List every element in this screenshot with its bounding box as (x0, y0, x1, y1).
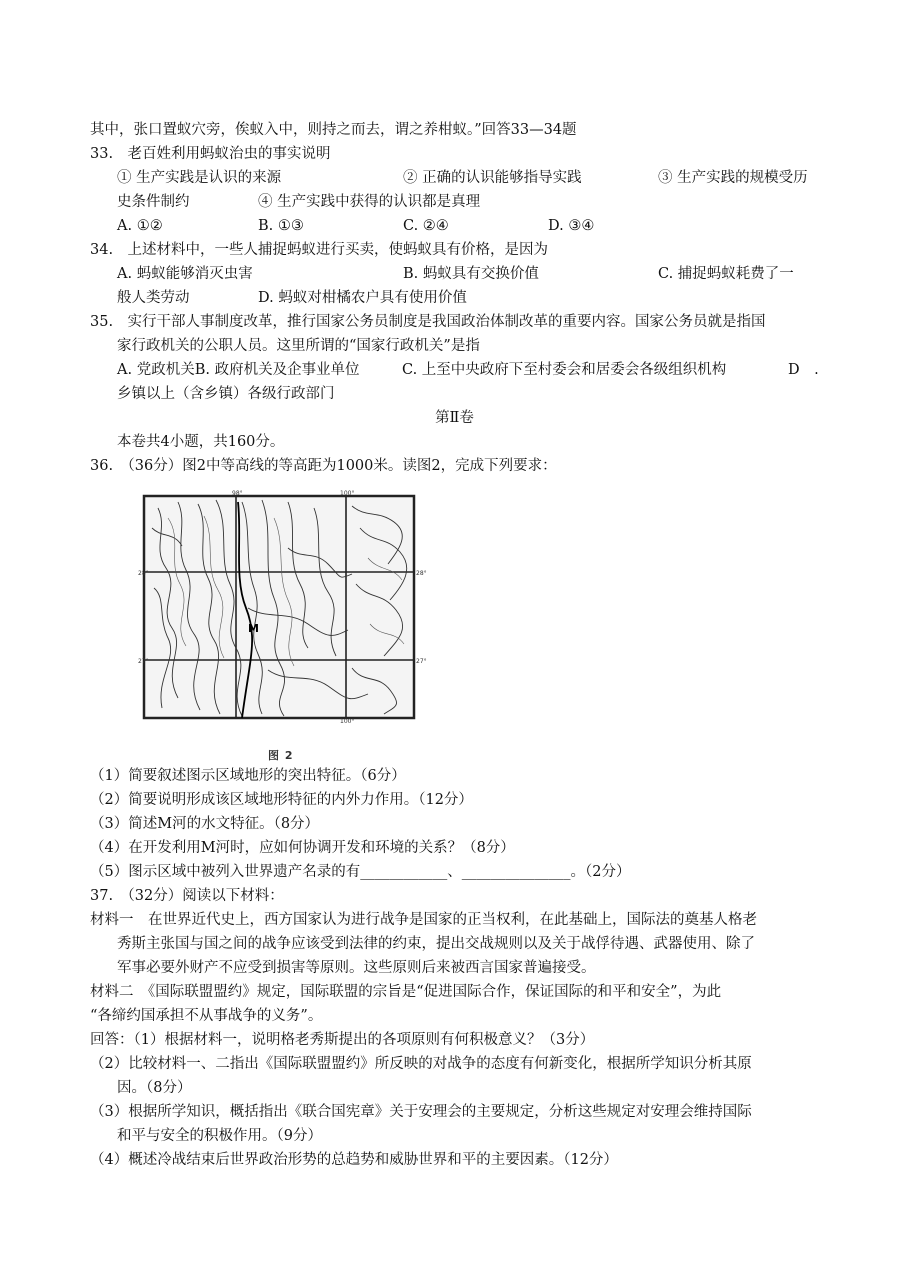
q33-statement-1: ① 生产实践是认识的来源 (117, 170, 282, 186)
longitude-label-100: 100° (340, 490, 355, 497)
intro-line: 其中，张口置蚁穴旁，俟蚁入中，则持之而去，谓之养柑蚁。”回答33—34题 (90, 122, 577, 138)
q35-option-d: D . (788, 362, 819, 378)
section-note: 本卷共4小题，共160分。 (117, 434, 285, 450)
latitude-label-28-left: 28° (138, 570, 149, 577)
q34-option-a: A. 蚂蚁能够消灭虫害 (117, 266, 253, 282)
q37-part-2-cont: 因。（8分） (117, 1080, 192, 1096)
q34-option-b: B. 蚂蚁具有交换价值 (403, 266, 539, 282)
q33-statement-3-cont: 史条件制约 (117, 194, 190, 210)
q36-part-1: （1）简要叙述图示区域地形的突出特征。（6分） (90, 768, 406, 784)
q33-option-a: A. ①② (117, 218, 163, 234)
material-one: 材料一 在世界近代史上，西方国家认为进行战争是国家的正当权利，在此基础上，国际法的奠基人格老 (90, 912, 757, 928)
q35-option-c: C. 上至中央政府下至村委会和居委会各级组织机构 (402, 362, 727, 378)
q35-option-d-cont: 乡镇以上（含乡镇）各级行政部门 (117, 386, 335, 402)
figure-caption: 图 2 (268, 749, 294, 762)
q37-part-2: （2）比较材料一、二指出《国际联盟盟约》所反映的对战争的态度有何新变化，根据所学知识分析其原 (90, 1056, 752, 1072)
longitude-label-98: 98° (232, 490, 243, 497)
q34-option-d: D. 蚂蚁对柑橘农户具有使用价值 (258, 290, 467, 306)
material-one-cont-1: 秀斯主张国与国之间的战争应该受到法律的约束，提出交战规则以及关于战俘待遇、武器使用、除了 (117, 936, 755, 952)
q36-part-3: （3）简述M河的水文特征。（8分） (90, 816, 320, 832)
section-title: 第Ⅱ卷 (435, 410, 474, 426)
q37-part-3-cont: 和平与安全的积极作用。（9分） (117, 1128, 322, 1144)
latitude-label-27-right: 27° (416, 658, 427, 665)
topographic-map (138, 488, 428, 723)
q33-statement-4: ④ 生产实践中获得的认识都是真理 (258, 194, 481, 210)
q35-options-ab: A. 党政机关B. 政府机关及企事业单位 (117, 362, 360, 378)
material-two-cont: “各缔约国承担不从事战争的义务”。 (90, 1008, 323, 1024)
q37-part-4: （4）概述冷战结束后世界政治形势的总趋势和威胁世界和平的主要因素。（12分） (90, 1152, 618, 1168)
q33-option-d: D. ③④ (548, 218, 595, 234)
q34-option-c-cont: 般人类劳动 (117, 290, 190, 306)
q34-stem: 34. 上述材料中，一些人捕捉蚂蚁进行买卖，使蚂蚁具有价格，是因为 (90, 242, 549, 258)
longitude-label-bottom: 100° (340, 718, 355, 723)
q33-statement-2: ② 正确的认识能够指导实践 (403, 170, 582, 186)
q36-part-2: （2）简要说明形成该区域地形特征的内外力作用。（12分） (90, 792, 473, 808)
q35-stem: 35. 实行干部人事制度改革，推行国家公务员制度是我国政治体制改革的重要内容。国家公务员就是指国 (90, 314, 766, 330)
q33-option-b: B. ①③ (258, 218, 304, 234)
q34-option-c: C. 捕捉蚂蚁耗费了一 (658, 266, 794, 282)
q35-stem-cont: 家行政机关的公职人员。这里所谓的“国家行政机关”是指 (117, 338, 480, 354)
q33-stem: 33. 老百姓利用蚂蚁治虫的事实说明 (90, 146, 331, 162)
q37-part-1: 回答：（1）根据材料一，说明格老秀斯提出的各项原则有何积极意义？（3分） (90, 1032, 595, 1048)
river-label: M (248, 622, 259, 635)
q36-part-5: （5）图示区域中被列入世界遗产名录的有____________、_______________。（2分） (90, 864, 631, 880)
q37-part-3: （3）根据所学知识，概括指出《联合国宪章》关于安理会的主要规定，分析这些规定对安理会维持国际 (90, 1104, 752, 1120)
q37-stem: 37. （32分）阅读以下材料： (90, 888, 284, 904)
material-one-cont-2: 军事必要外财产不应受到损害等原则。这些原则后来被西言国家普遍接受。 (117, 960, 596, 976)
material-two: 材料二 《国际联盟盟约》规定，国际联盟的宗旨是“促进国际合作，保证国际的和平和安全”，为此 (90, 984, 722, 1000)
latitude-label-28-right: 28° (416, 570, 427, 577)
q36-part-4: （4）在开发利用M河时，应如何协调开发和环境的关系？（8分） (90, 840, 515, 856)
q33-option-c: C. ②④ (403, 218, 449, 234)
q33-statement-3: ③ 生产实践的规模受历 (658, 170, 808, 186)
latitude-label-27-left: 27° (138, 658, 149, 665)
q36-stem: 36. （36分）图2中等高线的等高距为1000米。读图2，完成下列要求： (90, 458, 557, 474)
